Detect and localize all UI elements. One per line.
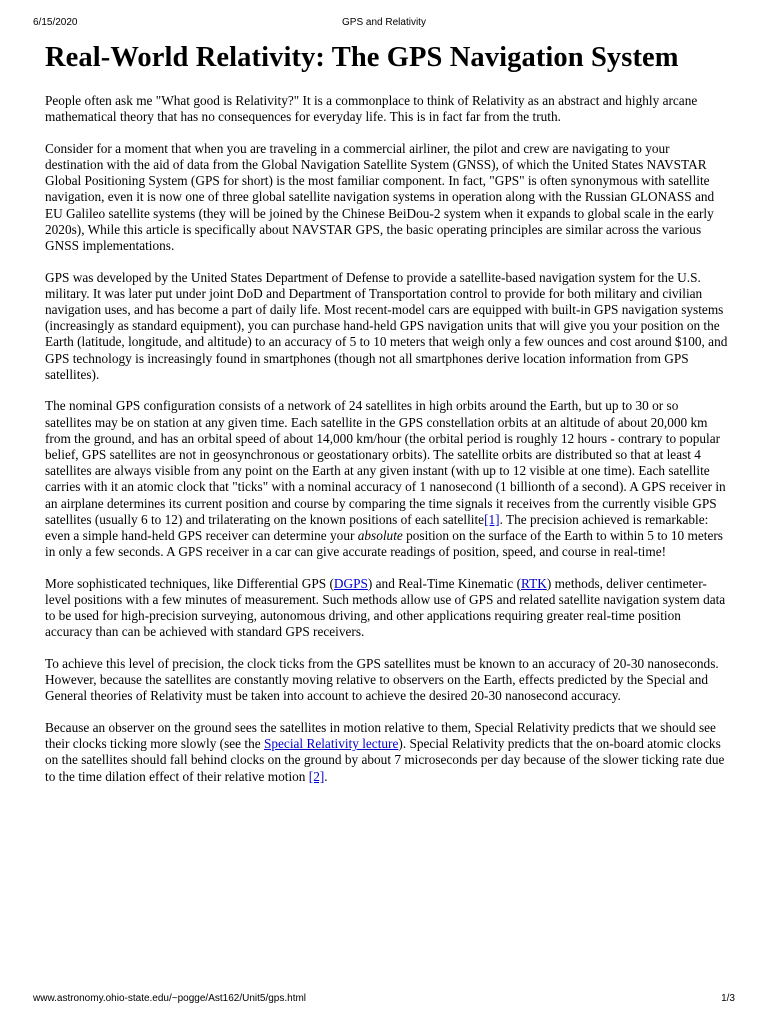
special-relativity-lecture-link[interactable]: Special Relativity lecture — [263, 736, 399, 752]
paragraph-intro: People often ask me "What good is Relativity?" It is a commonplace to think of Relativity as an abstract and highly arcane mathematical theory that has no consequences for everyday life. This is in fact far from the truth. — [45, 93, 698, 125]
text-span: ) methods, deliver centimeter-level positions with a few minutes of measurement. Such methods allow use of GPS and related satellite navigation system data to be used for high-precision surveying, autonomous driving, and other applications requiring greater real-time position accuracy than can be achieved with standard GPS receivers. — [45, 575, 726, 640]
text-span: The nominal GPS configuration consists of a network of 24 satellites in high orbits around the Earth, but up to 30 or so satellites may be on station at any given time. Each satellite in the GPS constellation orbits at an altitude of about 20,000 km from the ground, and has an orbital speed of about 14,000 km/hour (the orbital period is roughly 12 hours - contrary to popular belief, GPS satellites are not in geosynchronous or geostationary orbits). The satellite orbits are distributed so that at least 4 satellites are always visible from any point on the Earth at any given instant (with up to 12 visible at one time). Each satellite carries with it an atomic clock that "ticks" with a nominal accuracy of 1 nanosecond (1 billionth of a second). A GPS receiver in an airplane determines its current position and course by comparing the time signals it receives from the currently visible GPS satellites (usually 6 to 12) and trilaterating on the known positions of each satellite — [45, 398, 726, 527]
paragraph-dgps-rtk — [45, 576, 728, 641]
dgps-link[interactable]: DGPS — [333, 575, 368, 591]
text-span: More sophisticated techniques, like Differential GPS ( — [45, 575, 334, 591]
paragraph-airliner-gnss: Consider for a moment that when you are traveling in a commercial airliner, the pilot and crew are navigating to your destination with the aid of data from the Global Navigation Satellite System (GNSS), of which the United States NAVSTAR Global Positioning System (GPS for short) is the most familiar component. In fact, "GPS" is often synonymous with satellite navigation, even it is now one of three global satellite navigation systems in operation along with the Russian GLONASS and EU Galileo satellite systems (they will be joined by the Chinese BeiDou-2 system when it expands to global scale in the early 2020s), While this article is specifically about NAVSTAR GPS, the basic operating principles are similar across the various GNSS implementations. — [45, 140, 715, 254]
rtk-link[interactable]: RTK — [521, 575, 547, 591]
text-span: ) and Real-Time Kinematic ( — [367, 575, 522, 591]
print-date: 6/15/2020 — [33, 17, 78, 28]
reference-link-2[interactable]: [2] — [308, 768, 325, 784]
print-footer — [33, 992, 735, 1006]
paragraph-gps-history: GPS was developed by the United States Department of Defense to provide a satellite-based navigation system for the U.S. military. It was later put under joint DoD and Department of Transportation control to provide for both military and civilian navigation uses, and has become a part of daily life. Most recent-model cars are equipped with built-in GPS navigation systems (increasingly as standard equipment), you can purchase hand-held GPS navigation units that will give you your position on the Earth (latitude, longitude, and altitude) to an accuracy of 5 to 10 meters that weigh only a few ounces and cost around $100, and GPS technology is increasingly found in smartphones (though not all smartphones derive location information from GPS satellites). — [45, 269, 728, 382]
page-url: www.astronomy.ohio-state.edu/~pogge/Ast162/Unit5/gps.html — [33, 993, 307, 1004]
print-header — [33, 16, 735, 30]
paragraph-special-relativity — [45, 720, 728, 785]
page-title: Real-World Relativity: The GPS Navigation System — [45, 42, 679, 73]
text-span: . The precision achieved is remarkable: even a simple hand-held GPS receiver can determine your — [45, 511, 709, 544]
emphasis-absolute: absolute — [357, 528, 403, 544]
print-document-title: GPS and Relativity — [342, 17, 426, 28]
text-span: position on the surface of the Earth to within 5 to 10 meters in only a few seconds. A GPS receiver in a car can give accurate readings of position, speed, and course in real-time! — [45, 528, 723, 560]
paragraph-gps-configuration — [45, 398, 728, 560]
page-number: 1/3 — [721, 993, 735, 1004]
text-span: Because an observer on the ground sees the satellites in motion relative to them, Special Relativity predicts that we should see their clocks ticking more slowly (see the — [45, 720, 716, 752]
text-span: . — [324, 768, 328, 784]
reference-link-1[interactable]: [1] — [484, 511, 500, 527]
article — [45, 40, 728, 800]
text-span: ). Special Relativity predicts that the on-board atomic clocks on the satellites should fall behind clocks on the ground by about 7 microseconds per day because of the slower ticking rate due to the time dilation effect of their relative motion — [45, 736, 725, 784]
paragraph-precision: To achieve this level of precision, the clock ticks from the GPS satellites must be known to an accuracy of 20-30 nanoseconds. However, because the satellites are constantly moving relative to observers on the Earth, effects predicted by the Special and General theories of Relativity must be taken into account to achieve the desired 20-30 nanosecond accuracy. — [45, 656, 719, 704]
